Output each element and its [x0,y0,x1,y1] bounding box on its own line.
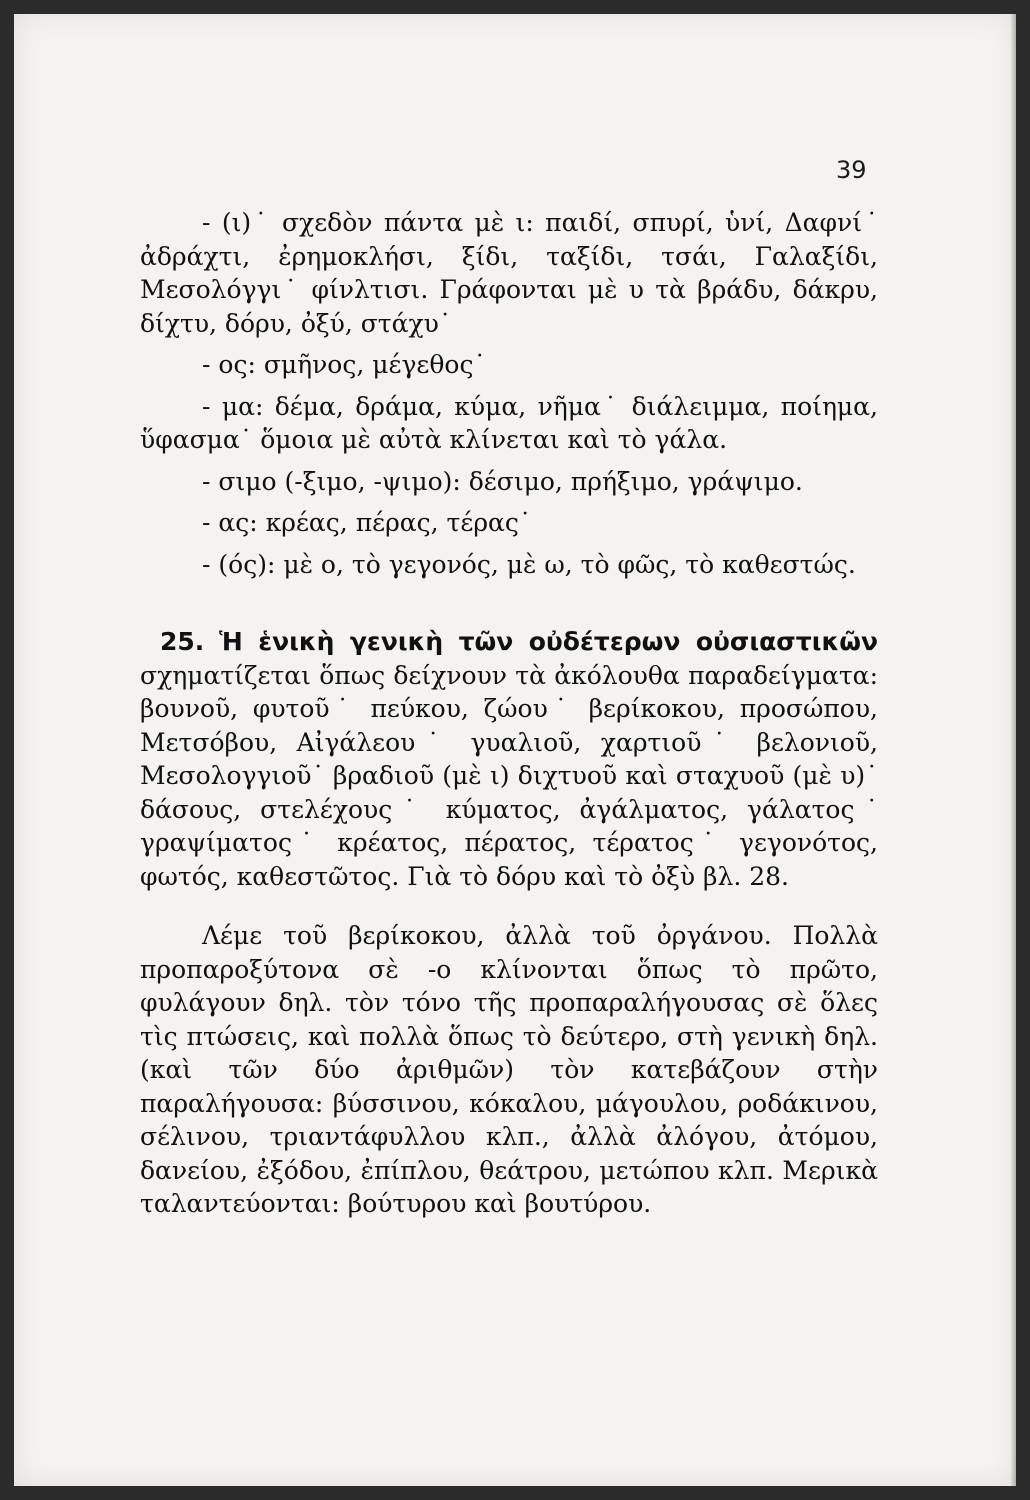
book-page [14,14,1016,1486]
body-paragraph: Λέμε τοῦ βερίκοκου, ἀλλὰ τοῦ ὀργάνου. Πολλὰ προπαροξύτονα σὲ -ο κλίνονται ὅπως τὸ πρῶτο, φυλάγουν δηλ. τὸν τόνο τῆς προπαραλήγουσας σὲ ὅλες τὶς πτώσεις, καὶ πολλὰ ὅπως τὸ δεύτερο, στὴ γενικὴ δηλ. (καὶ τῶν δύο ἀριθμῶν) τὸν κατεβάζουν στὴν παραλήγουσα: βύσσινου, κόκαλου, μάγουλου, ροδάκινου, σέλινου, τριαντάφυλλου κλπ., ἀλλὰ ἀλόγου, ἀτόμου, δανείου, ἐξόδου, ἐπίπλου, θεάτρου, μετώπου κλπ. Μερικὰ ταλαντεύονται: βούτυρου καὶ βουτύρου. [140,921,878,1218]
scan-edge-shadow [1010,14,1016,1486]
list-item: - ας: κρέας, πέρας, τέρας˙ [202,508,532,537]
page-text [140,206,878,1221]
list-item: - σιμο (-ξιμο, -ψιμο): δέσιμο, πρήξιμο, γράψιμο. [202,466,803,496]
page-number: 39 [836,156,867,184]
list-item: - (ός): μὲ ο, τὸ γεγονός, μὲ ω, τὸ φῶς, τὸ καθεστώς. [202,549,856,579]
list-item: - (ι)˙ σχεδὸν πάντα μὲ ι: παιδί, σπυρί, ὑνί, Δαφνί˙ ἀδράχτι, ἐρημοκλήσι, ξίδι, ταξίδι, τσάι, Γαλαξίδι, Μεσολόγγι˙ φίνλτισι. Γράφονται μὲ υ τὰ βράδυ, δάκρυ, δίχτυ, δόρυ, ὀξύ, στάχυ˙ [140,208,878,338]
section-number: 25. [160,627,205,656]
section-paragraph [140,625,878,893]
list-item: - ος: σμῆνος, μέγεθος˙ [202,350,486,379]
section-title: Ἡ ἑνικὴ γενικὴ τῶν οὐδέτερων οὐσιαστικῶν [218,627,878,656]
list-item: - μα: δέμα, δράμα, κύμα, νῆμα˙ διάλειμμα, ποίημα, ὕφασμα˙ ὅμοια μὲ αὐτὰ κλίνεται καὶ τὸ γάλα. [140,391,878,454]
section-body: σχηματίζεται ὅπως δείχνουν τὰ ἀκόλουθα παραδείγματα: βουνοῦ, φυτοῦ˙ πεύκου, ζώου˙ βερίκοκου, προσώπου, Μετσόβου, Αἰγάλεου˙ γυαλιοῦ, χαρτιοῦ˙ βελονιοῦ, Μεσολογγιοῦ˙ βραδιοῦ (μὲ ι) διχτυοῦ καὶ σταχυοῦ (μὲ υ)˙ δάσους, στελέχους˙ κύματος, ἀγάλματος, γάλατος˙ γραψίματος˙ κρέατος, πέρατος, τέρατος˙ γεγονότος, φωτός, καθεστῶτος. Γιὰ τὸ δόρυ καὶ τὸ ὀξὺ βλ. 28. [140,660,878,891]
